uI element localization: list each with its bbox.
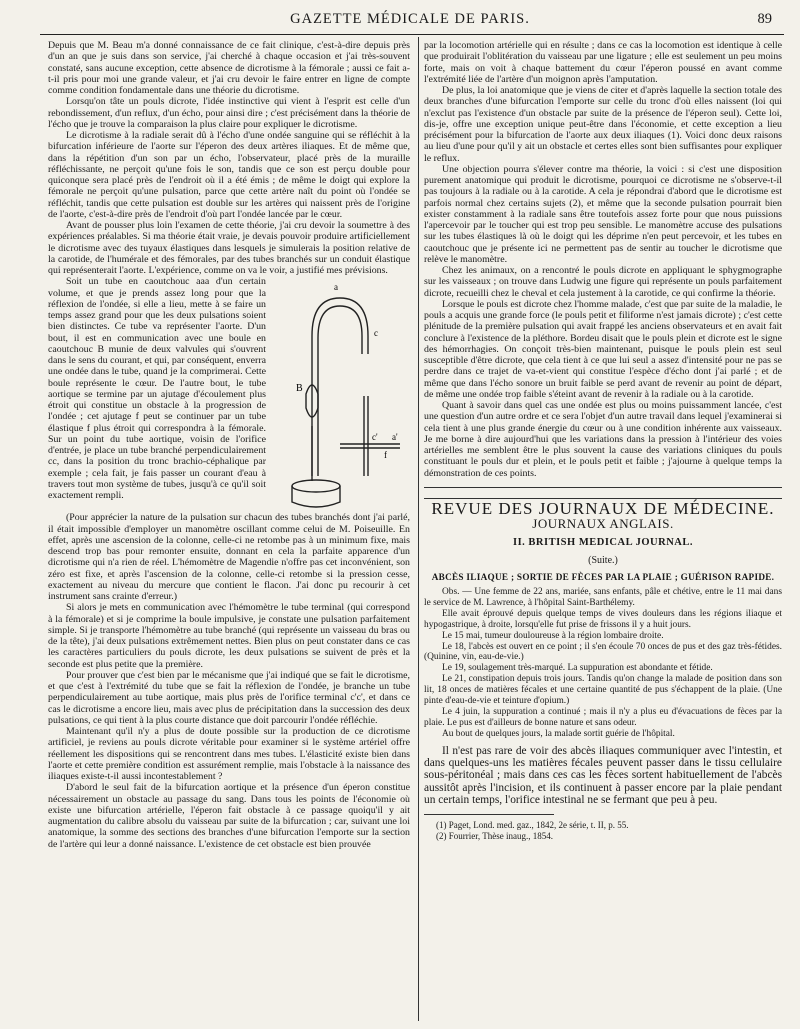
case-line: Le 15 mai, tumeur douloureuse à la région lombaire droite. [442,630,664,641]
figure-wrap [48,276,410,512]
paragraph: Lorsque le pouls est dicrote chez l'homme malade, c'est que par suite de la maladie, le pouls a acquis une grande force (le pouls petit et filiforme n'est jamais dicrote) ; c'est cette plénitude de la première pulsation qui avait frappé les anciens observateurs et en avait fait conclure à l'existence de la pléthore. Bordeu disait que le pouls plein et dicrote est le signe des hémorrhagies. On conçoit très-bien maintenant, puisque le pouls plein est seul susceptible d'être dicrote, que cela tient à ce que lui seul a assez d'intensité pour ne pas se perdre dans ce trajet de va-et-vient qui constitue l'espèce d'écho dont j'ai parlé ; et de même que dans l'écho sonore un bruit faible se perd avant de revenir au point de départ, de même une ondée trop faible s'éteint avant de revenir à la radiale ou à la carotide. [424,298,782,400]
label-c-prime: c' [372,432,378,443]
section-title: REVUE DES JOURNAUX DE MÉDECINE. [431,498,775,518]
case-line: Au bout de quelques jours, la malade sortit guérie de l'hôpital. [442,728,675,739]
paragraph: (Pour apprécier la nature de la pulsation sur chacun des tubes branchés dont j'ai parlé, il était impossible d'employer un manomètre oscillant comme celui de M. Poiseuille. En effet, après une ascension de la colonne, celle-ci ne retombe pas à un minimum fixe, mais descend trop bas pour remonter ensuite, donnant en cela la parfaite apparence d'un dicrotisme qui n'a rien de réel. L'hémomètre de Magendie n'offre pas cet inconvénient, son zéro est fixe, et après l'ascension de la colonne, celle-ci retombe si la pression cesse, exactement au niveau du mercure que contient le flacon. J'ai donc pu recourir à cet instrument sans crainte d'erreur.) [48,512,410,602]
page-number: 89 [757,11,772,27]
label-c: c [374,328,378,339]
journal-heading: II. BRITISH MEDICAL JOURNAL. [513,537,693,549]
figure-side-text [48,276,266,512]
paragraph: Avant de pousser plus loin l'examen de cette théorie, j'ai cru devoir la soumettre à des expériences préalables. Si ma théorie était vraie, je devais pouvoir produire artificiellement le dicrotisme avec des tuyaux élastiques dans lesquels je simulerais la position relative de la carotide, de l'humérale et des fémorales, par des tubes branchés sur un conduit élastique qui représenterait l'aorte. L'expérience, comme on va le voir, a justifié mes prévisions. [48,220,410,276]
tube-apparatus-drawing [274,276,408,512]
paragraph: Maintenant qu'il n'y a plus de doute possible sur la production de ce dicrotisme artificiel, je reviens au pouls dicrote véritable pour examiner si le système artériel offre réellement les dispositions qui se rencontrent dans mes tubes. L'élasticité existe bien dans l'aorte et cette première condition est assurément remplie, mais l'obstacle à la naissance des iliaques existe-t-il aussi incontestablement ? [48,726,410,782]
right-column [424,40,782,842]
label-a-prime: a' [392,432,398,443]
case-line: Le 19, soulagement très-marqué. La suppuration est abondante et fétide. [442,663,713,674]
observation: Obs. — Une femme de 22 ans, mariée, sans enfants, pâle et chétive, entre le 11 mai dans le service de M. Lawrence, à l'hôpital Saint-Barthélemy. [424,587,782,608]
paragraph: Chez les animaux, on a rencontré le pouls dicrote en appliquant le sphygmographe sur les vaisseaux ; on trouve dans Ludwig une figure qui représente un pouls parfaitement dicrote, recueilli chez le cheval et cela justement à la carotide, ce qui confirme la théorie. [424,265,782,299]
paragraph: Une objection pourra s'élever contre ma théorie, la voici : si c'est une disposition purement anatomique qui produit le dicrotisme, pourquoi ce dicrotisme ne s'observe-t-il pas toujours à la radiale ou à la carotide. A cela je répondrai d'abord que le dicrotisme est parfois normal chez certains sujets (2), et même que la seconde pulsation pourrait bien exister constamment à la radiale sans être toutefois assez forte pour que nous puissions l'apercevoir par le toucher qui est trop peu sensible. Le manomètre accuse des pulsations sur les tubes élastiques là où le doigt qui les déprime n'en peut percevoir, et les tubes en caoutchouc que je présente ici ne permettent pas de sentir au toucher le dicrotisme que relève le manomètre. [424,163,782,265]
case-line: Elle avait éprouvé depuis quelque temps de vives douleurs dans les régions iliaque et hypogastrique, à droite, lorsqu'elle fut prise de frissons il y a huit jours. [424,608,782,630]
label-a: a [334,282,338,293]
footnote-rule [424,814,554,815]
paragraph: Quant à savoir dans quel cas une ondée est plus ou moins puissamment lancée, c'est une question d'un autre ordre et ce sera l'objet d'un autre travail dans lequel j'examinerai si cela tient à une plus grande énergie du cœur ou à une condition inhérente aux vaisseaux. Je me borne à dire aujourd'hui que les variations dans la pression à l'intérieur des voies artérielles me semblent être le plus souvent la cause des variations cliniques du pouls constituant le pouls dur et plein, et le pouls petit et faible ; j'ajourne à quelque temps la démonstration de ces points. [424,400,782,479]
left-column [48,40,410,850]
paragraph: Si alors je mets en communication avec l'hémomètre le tube terminal (qui correspond à la fémorale) et si je comprime la boule impulsive, je constate une pulsation parfaitement simple. Si je transporte l'hémomètre au tube branché (qui représente un vaisseau du bras ou de la tête), j'ai deux pulsations extrêmement nettes. Bien plus on peut constater dans ce cas les caractères particuliers du pouls dicrote, les deux pulsations se suivent de près et la seconde est plus petite que la première. [48,602,410,670]
journal-title: GAZETTE MÉDICALE DE PARIS. [290,11,530,27]
case-report [424,587,782,740]
paragraph: par la locomotion artérielle qui en résulte ; dans ce cas la locomotion est identique à celle que produirait l'oblitération du vaisseau par une ligature ; elle est seulement un peu moins forte, mais on voit à chaque battement du cœur l'éperon poussé en avant comme l'extrémité liée de l'artère d'un moignon après l'amputation. [424,40,782,85]
section-rule [424,487,782,488]
case-title: ABCÈS ILIAQUE ; SORTIE DE FÈCES PAR LA PLAIE ; GUÉRISON RAPIDE. [431,571,775,582]
paragraph: De plus, la loi anatomique que je viens de citer et d'après laquelle la section totale des deux branches d'une bifurcation l'emporte sur celle du tronc d'où elles naissent (loi qui n'exclut pas l'existence d'un obstacle par suite de la présence de l'éperon seul). Cette loi, dis-je, offre une exception unique peut-être dans l'économie, et cette exception a lieu précisément pour la bifurcation de l'aorte aux deux iliaques (1). Voici donc deux raisons au lieu d'une pour qu'il y ait un obstacle et certes elles sont bien suffisantes pour expliquer le reflux. [424,85,782,164]
label-f: f [384,450,387,461]
paragraph: Pour prouver que c'est bien par le mécanisme que j'ai indiqué que se fait le dicrotisme, et que c'est à l'extrémité du tube que se fait la réflexion de l'ondée, je branche un tube perpendiculairement au tube aortique, mais plus près de l'orifice terminal c'c', et dans ce cas le dicrotisme a encore lieu, mais avec plus de précipitation dans la succession des deux pulsations, ce qui tient à la plus courte distance que doit parcourir l'ondée réfléchie. [48,669,410,726]
water-vessel [292,480,340,492]
footnote: (1) Paget, Lond. med. gaz., 1842, 2e série, t. II, p. 55. [436,820,629,831]
case-line: Le 4 juin, la suppuration a continué ; mais il n'y a plus eu d'évacuations de fèces par la plaie. Le pus est d'ailleurs de bonne nature et sans odeur. [424,706,782,728]
paragraph: Depuis que M. Beau m'a donné connaissance de ce fait clinique, c'est-à-dire depuis près d'un an que je suis dans son service, j'ai cherché à chaque occasion et j'ai très-souvent constaté, sans aucune exception, cette absence de dicrotisme à la fémorale ; aussi ce fait a-t-il pris pour moi une grande valeur, et j'ai cru devoir le faire entrer en ligne de compte comme condition fondamentale dans une théorie du dicrotisme. [48,40,410,96]
header-rule [40,34,784,35]
paragraph: Lorsqu'on tâte un pouls dicrote, l'idée instinctive qui vient à l'esprit est celle d'un rebondissement, d'un reflux, d'un écho, pour ainsi dire ; c'est précisément dans la théorie de l'écho que je trouve la comparaison la plus claire pour expliquer le dicrotisme. [48,96,410,130]
running-head [40,8,780,30]
paragraph: D'abord le seul fait de la bifurcation aortique et la présence d'un éperon constitue nécessairement un obstacle au passage du sang. Dans tous les points de l'économie où existe une bifurcation artérielle, l'éperon fait obstacle à ce passage quoiqu'il y ait augmentation du calibre absolu du vaisseau par suite de la bifurcation ; car, suivant une loi anatomique, la somme des sections des branches d'une bifurcation l'emporte sur la section de l'artère qui leur a donné naissance. L'existence de cet obstacle est bien prouvée [48,782,410,850]
paragraph: Le dicrotisme à la radiale serait dû à l'écho d'une ondée sanguine qui se réfléchit à la bifurcation inférieure de l'aorte sur l'éperon des deux artères iliaques. Et de même que, dans la répétition d'un son par un écho, l'observateur, placé près de la muraille réfléchissante, ne perçoit qu'une fois le son, tandis que ce son est perçu double pour quiconque sera placé près de l'endroit où il a été émis ; de même le doigt qui explore la fémorale ne perçoit qu'une pulsation, parce que cette artère naît du point où l'ondée se réfléchit, tandis que cette pulsation est double sur les artères qui naissent près de l'origine de l'aorte, c'est-à-dire près de l'endroit d'où part l'ondée lancée par le cœur. [48,130,410,220]
label-B: B [296,383,303,395]
paragraph: Soit un tube en caoutchouc aaa d'un certain volume, et que je prends assez long pour que la réflexion de l'ondée, si elle a lieu, mette à se faire un temps assez grand pour que les deux pulsations soient bien distinctes. Ce tube va représenter l'aorte. D'un bout, il est en communication avec une boule en caoutchouc B munie de deux valvules qui s'ouvrent dans le sens du courant, et qui, par conséquent, enverra une ondée dans le tube, quand je la comprimerai. Cette boule représente le cœur. De l'autre bout, le tube aortique se termine par un ajutage d'écoulement plus étroit qui constitue un obstacle à la progression de l'ondée ; cet ajutage f peut se continuer par un tube élastique f plus étroit qui correspondra à la fémorale. Sur un point du tube aortique, voisin de l'orifice d'entrée, je place un tube branché perpendiculairement cc, dans la position du tronc brachio-céphalique par exemple ; cela fait, je fais passer un courant d'eau à travers tout mon système de tubes, jusqu'à ce qu'il soit exactement rempli. [48,276,266,501]
commentary: Il n'est pas rare de voir des abcès iliaques communiquer avec l'intestin, et dans quelques-uns les matières fécales peuvent passer dans le tissu cellulaire sous-péritonéal ; mais dans ces cas les fèces sortent habituellement de l'abcès aussitôt après l'incision, et ils continuent à passer encore par la plaie pendant un certain temps, l'orifice intestinal ne se fermant que peu à peu. [424,744,782,806]
aorta-tube [312,298,368,476]
case-line: Le 18, l'abcès est ouvert en ce point ; il s'en écoule 70 onces de pus et des gaz très-fétides. (Quinine, vin, eau-de-vie.) [424,641,782,663]
suite-label: (Suite.) [588,554,618,566]
aorta-tube-inner [318,306,362,476]
footnote: (2) Fourrier, Thèse inaug., 1854. [436,831,553,842]
tube-apparatus-figure [274,276,408,512]
section-subtitle: JOURNAUX ANGLAIS. [532,516,674,531]
column-divider [418,37,419,1021]
case-line: Le 21, constipation depuis trois jours. Tandis qu'on change la malade de position dans son lit, 18 onces de matières fécales et une certaine quantité de pus s'échappent de la plaie. (Une pinte d'eau-de-vie et teinture d'opium.) [424,674,782,707]
